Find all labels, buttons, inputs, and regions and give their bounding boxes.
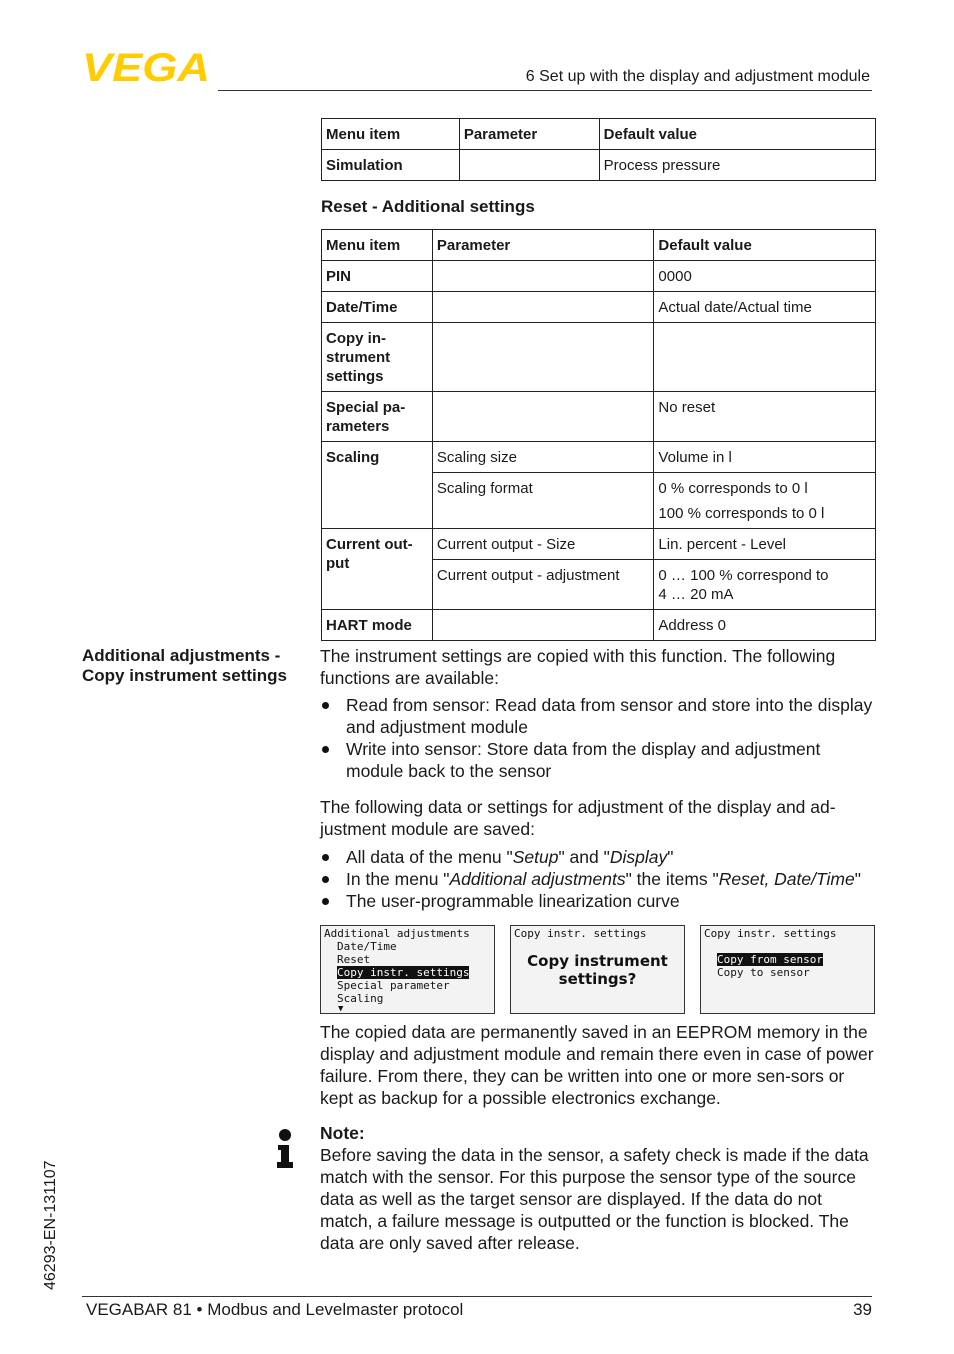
cell-default: Process pressure <box>599 150 875 181</box>
col-default: Default value <box>654 230 876 261</box>
cell-default: No reset <box>654 392 876 442</box>
reset-table <box>321 229 876 641</box>
screen-question-line: Copy instrument <box>527 952 668 970</box>
screen-question-line: settings? <box>558 970 637 988</box>
intro-paragraph: The instrument settings are copied with this function. The following functions are available: <box>320 646 836 688</box>
cell-default: Address 0 <box>654 610 876 641</box>
cell-line: put <box>326 555 350 572</box>
cell-default: 0000 <box>654 261 876 292</box>
functions-list <box>320 694 875 782</box>
cell-default: Volume in l <box>654 442 876 473</box>
screen-menu-item-selected: Copy instr. settings <box>337 966 470 979</box>
cell-parameter <box>432 323 654 392</box>
cell-line: rameters <box>326 418 390 435</box>
cell-item: HART mode <box>322 610 433 641</box>
display-screen-menu <box>320 925 495 1014</box>
doc-number: 46293-EN-131107 <box>42 1160 59 1290</box>
table-row <box>322 292 876 323</box>
screen-title: Copy instr. settings <box>704 927 837 940</box>
screen-menu-item: Special parameter <box>337 979 450 992</box>
cell-item: Date/Time <box>322 292 433 323</box>
cell-item: Scaling <box>322 442 433 529</box>
table-header-row <box>322 230 876 261</box>
cell-parameter: Scaling size <box>432 442 654 473</box>
info-icon <box>276 1129 294 1169</box>
cell-line: Copy in- <box>326 330 386 347</box>
cell-parameter <box>432 610 654 641</box>
cell-item <box>322 323 433 392</box>
note-block <box>320 1122 875 1254</box>
vega-logo <box>82 50 212 84</box>
cell-parameter: Current output - adjustment <box>432 560 654 610</box>
list-item: The user-programmable linearization curve <box>320 890 875 912</box>
screen-menu-item: Date/Time <box>337 940 397 953</box>
section-header: 6 Set up with the display and adjustment module <box>525 68 870 85</box>
cell-parameter <box>432 261 654 292</box>
cell-line: settings <box>326 368 384 385</box>
screen-title: Additional adjustments <box>324 927 470 940</box>
cell-parameter: Scaling format <box>432 473 654 529</box>
reset-heading: Reset - Additional settings <box>321 197 535 216</box>
list-item: In the menu "Additional adjustments" the items "Reset, Date/Time" <box>320 868 875 890</box>
table-header-row <box>322 119 876 150</box>
side-heading-line: Additional adjustments - <box>82 646 281 665</box>
list-item: Write into sensor: Store data from the display and adjustment module back to the sensor <box>320 738 875 782</box>
cell-default <box>654 560 876 610</box>
table-row <box>322 323 876 392</box>
col-default: Default value <box>599 119 875 150</box>
note-text: Before saving the data in the sensor, a safety check is made if the data match with the sensor. For this purpose the sensor type of the source data as well as the target sensor are displayed. If the data do not match, a failure message is outputted or the function is blocked. The data are only saved after release. <box>320 1145 869 1253</box>
screen-menu-item: Scaling <box>337 992 384 1005</box>
cell-item <box>322 529 433 610</box>
cell-line: 0 % corresponds to 0 l <box>658 480 808 497</box>
table-row <box>322 261 876 292</box>
side-heading-line: Copy instrument settings <box>82 666 287 685</box>
screen-menu-item: Reset <box>337 953 371 966</box>
cell-parameter <box>432 392 654 442</box>
cell-line: 4 … 20 mA <box>658 586 734 603</box>
list-item: All data of the menu "Setup" and "Display" <box>320 846 875 868</box>
screen-option-selected: Copy from sensor <box>717 953 823 966</box>
page-number: 39 <box>853 1300 872 1319</box>
cell-line: strument <box>326 349 391 366</box>
cell-line: Current out- <box>326 536 413 553</box>
side-heading <box>82 646 312 686</box>
cell-parameter <box>432 292 654 323</box>
screen-option: Copy to sensor <box>717 966 810 979</box>
table-row <box>322 392 876 442</box>
cell-default <box>654 473 876 529</box>
cell-parameter <box>459 150 599 181</box>
screen-title: Copy instr. settings <box>514 927 647 940</box>
cell-default: Lin. percent - Level <box>654 529 876 560</box>
scroll-down-icon: ▼ <box>338 1004 344 1014</box>
screen-question <box>514 952 681 988</box>
logo-text: VEGA <box>82 50 210 84</box>
simulation-table <box>321 118 876 181</box>
cell-item: PIN <box>322 261 433 292</box>
note-title: Note: <box>320 1123 365 1143</box>
cell-line: Special pa- <box>326 399 406 416</box>
display-screen-options <box>700 925 875 1014</box>
table-row <box>322 529 876 560</box>
col-menu-item: Menu item <box>322 230 433 261</box>
display-screen-confirm <box>510 925 685 1014</box>
cell-default: Actual date/Actual time <box>654 292 876 323</box>
cell-line: 100 % corresponds to 0 l <box>658 505 825 522</box>
footer-rule <box>82 1296 872 1297</box>
footer-title: VEGABAR 81 • Modbus and Levelmaster protocol <box>86 1300 464 1319</box>
cell-line: 0 … 100 % correspond to <box>658 567 829 584</box>
cell-default <box>654 323 876 392</box>
cell-parameter: Current output - Size <box>432 529 654 560</box>
col-parameter: Parameter <box>432 230 654 261</box>
saved-list <box>320 846 875 912</box>
col-parameter: Parameter <box>459 119 599 150</box>
header-rule <box>218 90 872 91</box>
table-row <box>322 442 876 473</box>
list-item: Read from sensor: Read data from sensor and store into the display and adjustment module <box>320 694 875 738</box>
cell-item: Simulation <box>322 150 460 181</box>
col-menu-item: Menu item <box>322 119 460 150</box>
saved-intro-paragraph: The following data or settings for adjustment of the display and ad-justment module are saved: <box>320 797 836 839</box>
eeprom-paragraph: The copied data are permanently saved in an EEPROM memory in the display and adjustment module and remain there even in case of power failure. From there, they can be written into one or more sen-sors or kept as backup for a possible electronics exchange. <box>320 1022 874 1108</box>
table-row <box>322 150 876 181</box>
table-row <box>322 610 876 641</box>
cell-item <box>322 392 433 442</box>
